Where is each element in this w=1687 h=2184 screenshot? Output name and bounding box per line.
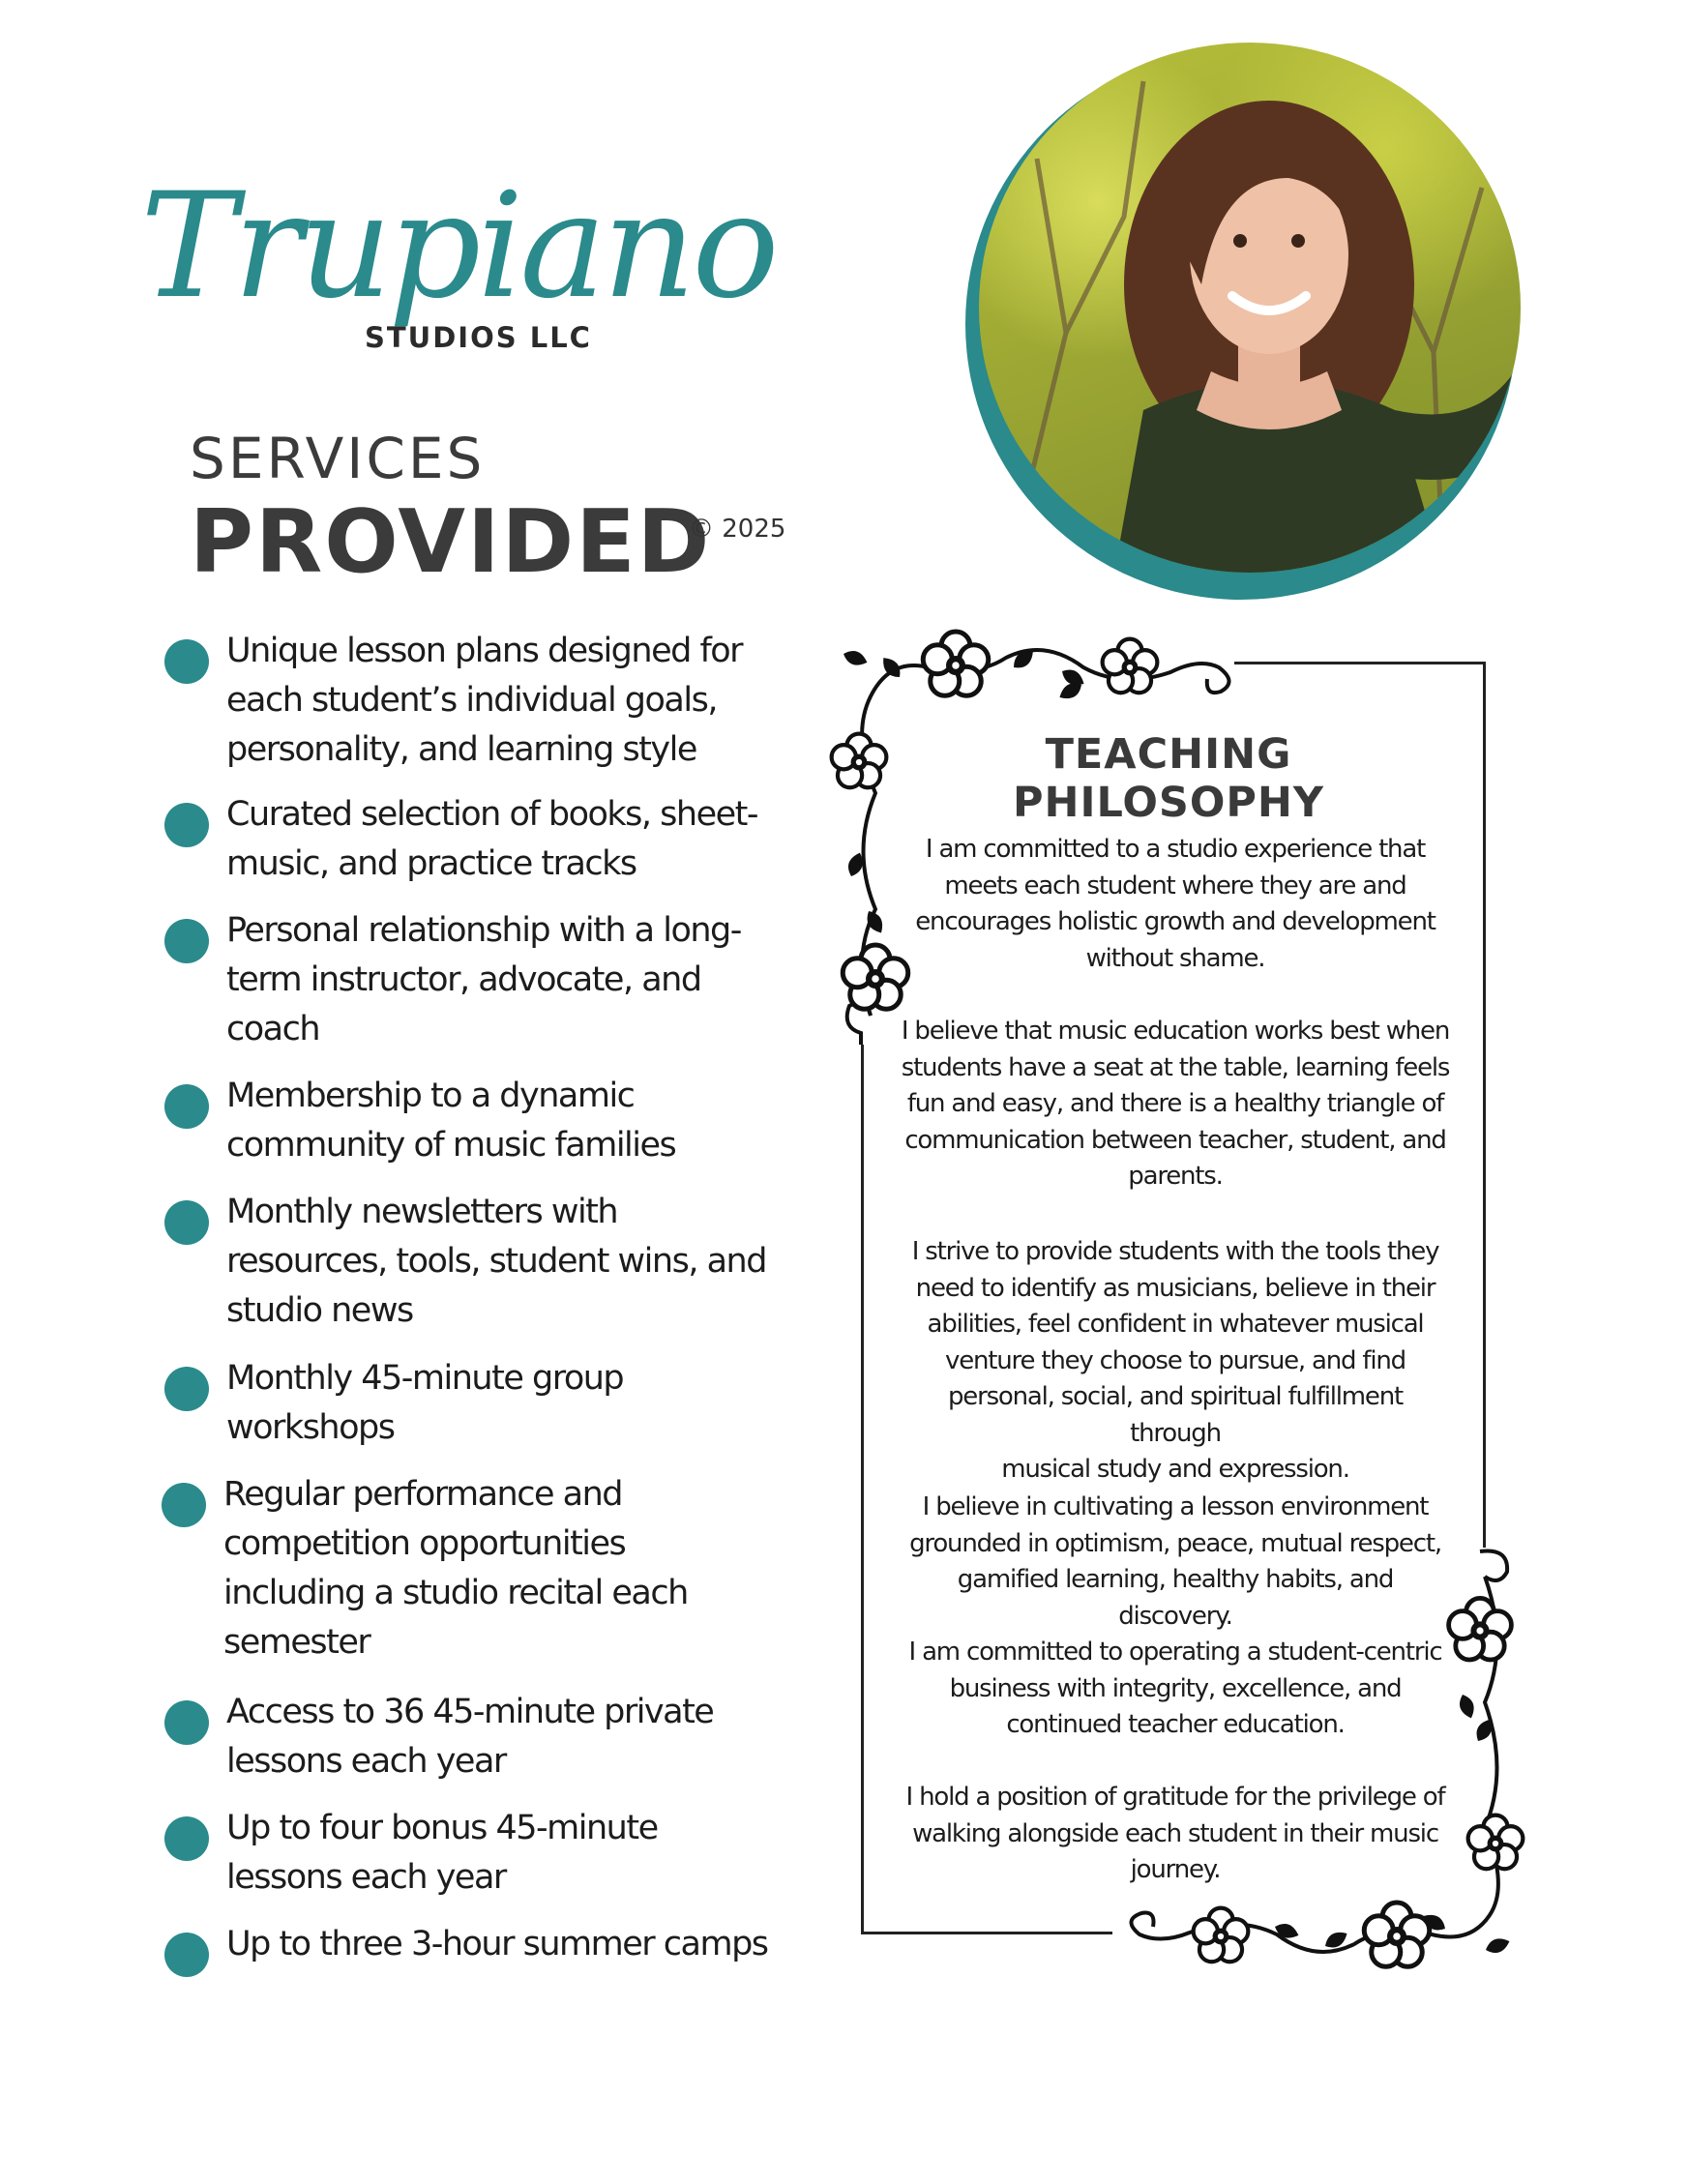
philosophy-line: gamified learning, healthy habits, and discovery. — [957, 1565, 1394, 1631]
philosophy-line: parents. — [1128, 1162, 1223, 1191]
service-line: term instructor, advocate, and — [226, 960, 701, 999]
philosophy-line: journey. — [1130, 1855, 1221, 1884]
service-text — [226, 627, 768, 775]
service-line: competition opportunities — [223, 1524, 626, 1563]
service-text — [226, 1688, 768, 1786]
philosophy-line: grounded in optimism, peace, mutual respect, — [909, 1528, 1441, 1558]
logo-script-text: Trupiano — [140, 162, 776, 331]
service-line: Access to 36 45-minute private — [226, 1693, 714, 1731]
service-line: Curated selection of books, sheet- — [226, 795, 757, 834]
philosophy-paragraph — [900, 1490, 1451, 1635]
studio-logo — [140, 162, 776, 368]
heading-provided: PROVIDED — [190, 491, 712, 593]
service-line: resources, tools, student wins, and — [226, 1242, 766, 1281]
philosophy-line: continued teacher education. — [1006, 1710, 1345, 1739]
philosophy-line: communication between teacher, student, and — [904, 1125, 1446, 1155]
service-line: Regular performance and — [223, 1475, 622, 1514]
philosophy-line: walking alongside each student in their music — [912, 1818, 1438, 1848]
bullet-dot-icon — [164, 919, 209, 963]
service-line: workshops — [226, 1408, 395, 1447]
philosophy-line: musical study and expression. — [1001, 1455, 1349, 1484]
philosophy-line: students have a seat at the table, learning feels — [901, 1052, 1450, 1082]
bullet-dot-icon — [164, 1367, 209, 1411]
service-line: coach — [226, 1010, 320, 1048]
philosophy-line: need to identify as musicians, believe in their — [915, 1273, 1435, 1303]
philosophy-line: abilities, feel confident in whatever musical — [927, 1310, 1424, 1339]
service-line: music, and practice tracks — [226, 844, 636, 883]
bullet-dot-icon — [162, 1483, 206, 1527]
service-text — [223, 1470, 765, 1668]
service-text — [226, 1188, 768, 1336]
bullet-dot-icon — [164, 803, 209, 847]
service-line: each student’s individual goals, — [226, 681, 717, 720]
service-line: Monthly newsletters with — [226, 1193, 618, 1231]
bullet-dot-icon — [164, 1700, 209, 1745]
service-line: personality, and learning style — [226, 730, 696, 769]
philosophy-line: meets each student where they are and — [944, 871, 1406, 900]
service-line: Membership to a dynamic — [226, 1077, 635, 1115]
service-line: Up to three 3-hour summer camps — [226, 1925, 768, 1963]
philosophy-line: encourages holistic growth and development — [915, 907, 1435, 936]
philosophy-line: I am committed to operating a student-centric — [908, 1638, 1442, 1667]
service-text — [226, 1920, 768, 1969]
copyright-notice: © 2025 — [689, 515, 786, 544]
instructor-photo — [979, 43, 1521, 573]
philosophy-line: I am committed to a studio experience that — [925, 835, 1426, 864]
service-line: Personal relationship with a long- — [226, 911, 741, 950]
philosophy-paragraph — [900, 1780, 1451, 1889]
philosophy-paragraph — [900, 1635, 1451, 1744]
service-line: including a studio recital each — [223, 1574, 688, 1612]
bullet-dot-icon — [164, 1816, 209, 1861]
bullet-dot-icon — [164, 1200, 209, 1245]
service-text — [226, 1354, 768, 1453]
service-line: Unique lesson plans designed for — [226, 632, 743, 670]
philosophy-line: I strive to provide students with the tools they — [911, 1237, 1439, 1266]
service-text — [226, 790, 768, 889]
service-line: lessons each year — [226, 1742, 506, 1781]
bullet-dot-icon — [164, 1933, 209, 1977]
service-line: Up to four bonus 45-minute — [226, 1809, 658, 1847]
bullet-dot-icon — [164, 639, 209, 684]
service-line: Monthly 45-minute group — [226, 1359, 624, 1398]
service-line: semester — [223, 1623, 370, 1662]
philosophy-line: personal, social, and spiritual fulfillment through — [948, 1382, 1403, 1448]
bullet-dot-icon — [164, 1084, 209, 1129]
philosophy-line: fun and easy, and there is a healthy triangle of — [906, 1089, 1444, 1118]
service-text — [226, 1804, 768, 1903]
philosophy-line: business with integrity, excellence, and — [949, 1673, 1402, 1703]
service-text — [226, 1072, 768, 1170]
philosophy-title: TEACHING PHILOSOPHY — [1012, 730, 1325, 827]
philosophy-line: I hold a position of gratitude for the privilege of — [905, 1783, 1445, 1812]
philosophy-paragraph — [900, 1014, 1451, 1195]
philosophy-paragraph — [900, 832, 1451, 977]
philosophy-line: I believe that music education works best when — [901, 1017, 1450, 1046]
heading-services: SERVICES — [190, 426, 486, 491]
service-line: lessons each year — [226, 1858, 506, 1897]
service-text — [226, 906, 768, 1054]
philosophy-line: I believe in cultivating a lesson environment — [922, 1492, 1429, 1521]
service-line: community of music families — [226, 1126, 676, 1165]
philosophy-line: venture they choose to pursue, and find — [945, 1345, 1406, 1375]
philosophy-paragraph — [900, 1234, 1451, 1489]
service-line: studio news — [226, 1291, 413, 1330]
portrait-figure — [979, 43, 1521, 573]
logo-subtitle: STUDIOS LLC — [365, 321, 592, 354]
philosophy-line: without shame. — [1085, 943, 1265, 973]
